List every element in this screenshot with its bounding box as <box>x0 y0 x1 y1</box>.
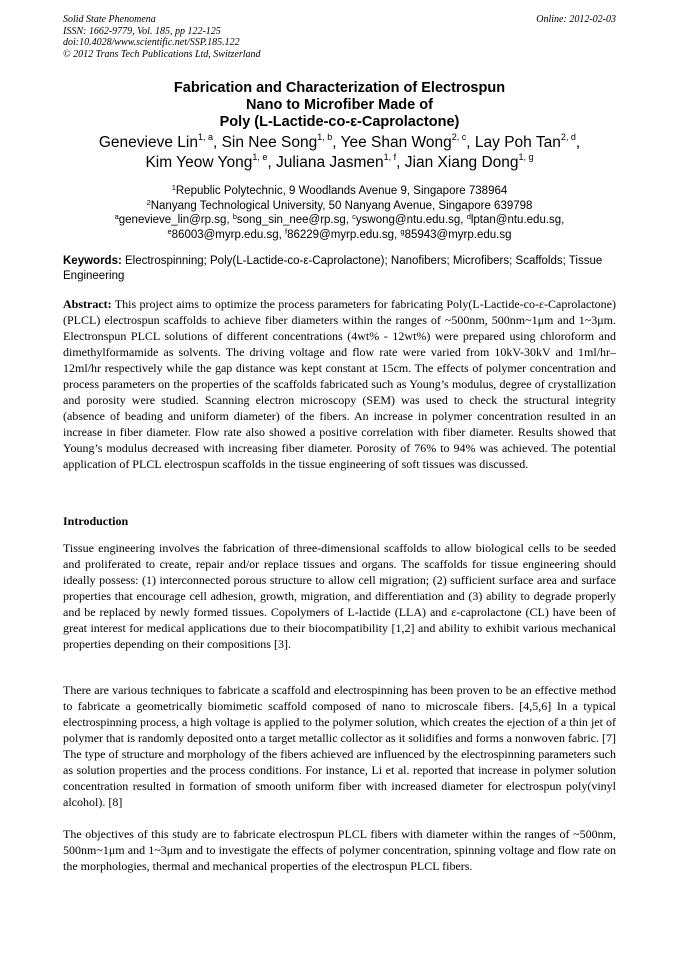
author-list <box>63 133 616 173</box>
email-line-1: $^a$genevieve_lin@rp.sg, $^b$song_sin_nee@rp.sg, $^c$yswong@ntu.edu.sg, $^d$lptan@ntu.edu.sg, <box>114 212 565 226</box>
title-line: Fabrication and Characterization of Electrospun <box>173 80 506 96</box>
affiliation-2: $^2$Nanyang Technological University, 50 Nanyang Avenue, Singapore 639798 <box>146 197 533 212</box>
journal-copyright: © 2012 Trans Tech Publications Ltd, Switzerland <box>63 48 261 60</box>
online-date: Online: 2012-02-03 <box>536 14 616 25</box>
email-address: genevieve_lin@rp.sg, <box>118 214 233 226</box>
author-affiliation-mark: 1, b <box>317 132 333 142</box>
author-separator: , <box>267 154 276 171</box>
abstract-label: Abstract: <box>63 297 112 311</box>
email-address: 85943@myrp.edu.sg <box>404 228 512 241</box>
paragraph-text: Tissue engineering involves the fabrication of three-dimensional scaffolds to allow biological cells to be seeded and proliferated to create, repair and/or replace tissues and organs. The scaffolds for tissue engineering should ideally possess: (1) interconnected porous structure to allow cell migration; (2) sufficient surface area and surface properties that encourage cell adhesion, growth, migration, and differentiation and (3) ability to degrade properly and be replaced by newly formed tissues. Copolymers of L-lactide (LLA) and ε-caprolactone (CL) have been of great interest for medical applications due to their biocompatibility [1,2] and ability to exhibit various mechanical properties depending on their compositions [3]. <box>63 541 616 651</box>
keywords <box>63 254 616 284</box>
title-line: Nano to Microfiber Made of <box>246 97 433 113</box>
email-address: yswong@ntu.edu.sg, <box>355 214 467 226</box>
author-line-2 <box>63 153 616 173</box>
author-name: Yee Shan Wong <box>340 134 452 151</box>
email-line-2: $^e$86003@myrp.edu.sg, $^f$86229@myrp.edu.sg, $^g$85943@myrp.edu.sg <box>167 226 512 241</box>
paragraph <box>63 826 616 874</box>
section-heading: Introduction <box>63 514 129 528</box>
affiliations <box>63 184 616 242</box>
author-affiliation-mark: 1, a <box>197 132 213 142</box>
email-address: 86229@myrp.edu.sg, <box>287 228 401 241</box>
title-line: Poly (L-Lactide-co-ε-Caprolactone) <box>219 114 460 130</box>
journal-doi: doi:10.4028/www.scientific.net/SSP.185.122 <box>63 37 240 48</box>
author-affiliation-mark: 1, g <box>518 152 534 162</box>
email-address: song_sin_nee@rp.sg, <box>236 214 353 226</box>
abstract-text: This project aims to optimize the process parameters for fabricating Poly(L-Lactide-co-ε-Caprolactone) (PLCL) electrospun scaffolds to achieve fiber diameters within the ranges of ~500nm, 500nm~1μm and 1~3μm. Electronspun PLCL solutions of different concentrations (4wt% - 12wt%) were prepared using chloroform and dimethylformamide as solvents. The driving voltage and flow rate were varied from 10kV-30kV and 1ml/hr–12ml/hr respectively while the gap distance was kept constant at 15cm. The effects of polymer concentration and process parameters on the properties of the scaffolds fabricated such as Young’s modulus, degree of crystallization and porosity were studied. Scanning electron microscopy (SEM) was used to check the structural integrity (absence of beading and uniform diameter) of the fibers. An increase in polymer concentration resulted in an increase in fiber diameter. Flow rate also showed a positive correlation with fiber diameter. Results showed that Young’s modulus decreased with increasing fiber diameter. Porosity of 76% to 94% was achieved. The potential application of PLCL electrospun scaffolds in the tissue engineering of soft tissues was discussed. <box>63 297 616 471</box>
abstract <box>63 296 616 472</box>
author-name: Kim Yeow Yong <box>145 154 253 171</box>
paragraph <box>63 540 616 652</box>
author-name: Sin Nee Song <box>221 134 318 151</box>
paragraph-text: The objectives of this study are to fabricate electrospun PLCL fibers with diameter within the ranges of ~500nm, 500nm~1μm and 1~3μm and to investigate the effects of polymer concentration, spinning voltage and flow rate on the morphologies, thermal and mechanical properties of the electrospun PLCL fibers. <box>63 827 616 873</box>
journal-name: Solid State Phenomena <box>63 14 156 25</box>
author-affiliation-mark: 1, e <box>252 152 268 162</box>
author-affiliation-mark: 2, d <box>560 132 576 142</box>
author-separator: , <box>466 134 475 151</box>
journal-issn: ISSN: 1662-9779, Vol. 185, pp 122-125 <box>63 25 221 37</box>
author-line-1 <box>63 133 616 153</box>
author-name: Genevieve Lin <box>98 134 198 151</box>
author-separator: , <box>212 134 222 151</box>
paragraph <box>63 682 616 810</box>
author-separator: , <box>575 134 581 151</box>
affiliation-1: $^1$Republic Polytechnic, 9 Woodlands Avenue 9, Singapore 738964 <box>171 183 508 197</box>
email-address: 86003@myrp.edu.sg, <box>171 228 285 241</box>
email-address: lptan@ntu.edu.sg, <box>470 214 565 226</box>
journal-header <box>63 14 616 60</box>
keywords-text: Electrospinning; Poly(L-Lactide-co-ε-Caprolactone); Nanofibers; Microfibers; Scaffolds; Tissue Engineering <box>63 255 603 282</box>
author-separator: , <box>396 154 405 171</box>
keywords-label: Keywords: <box>63 255 122 267</box>
author-separator: , <box>332 134 341 151</box>
author-name: Jian Xiang Dong <box>404 154 519 171</box>
author-affiliation-mark: 2, c <box>451 132 467 142</box>
paragraph-text: There are various techniques to fabricate a scaffold and electrospinning has been proven to be an effective method to fabricate a geometrically biomimetic scaffold composed of nano to microscale fibers. [4,5,6] In a typical electrospinning process, a high voltage is applied to the polymer solution, which creates the ejection of a thin jet of polymer that is randomly deposited onto a target metallic collector as it solidifies and forms a nonwoven fabric. [7] The type of structure and morphology of the fibers achieved are influenced by the electrospinning parameters such as solution properties and the process conditions. For instance, Li et al. reported that increase in polymer solution concentration resulted in formation of smooth uniform fiber with increased diameter for electrospun poly(vinyl alcohol). [8] <box>63 683 616 809</box>
paper-title <box>63 80 616 131</box>
author-name: Juliana Jasmen <box>275 154 384 171</box>
author-name: Lay Poh Tan <box>474 134 561 151</box>
author-affiliation-mark: 1, f <box>383 152 397 162</box>
